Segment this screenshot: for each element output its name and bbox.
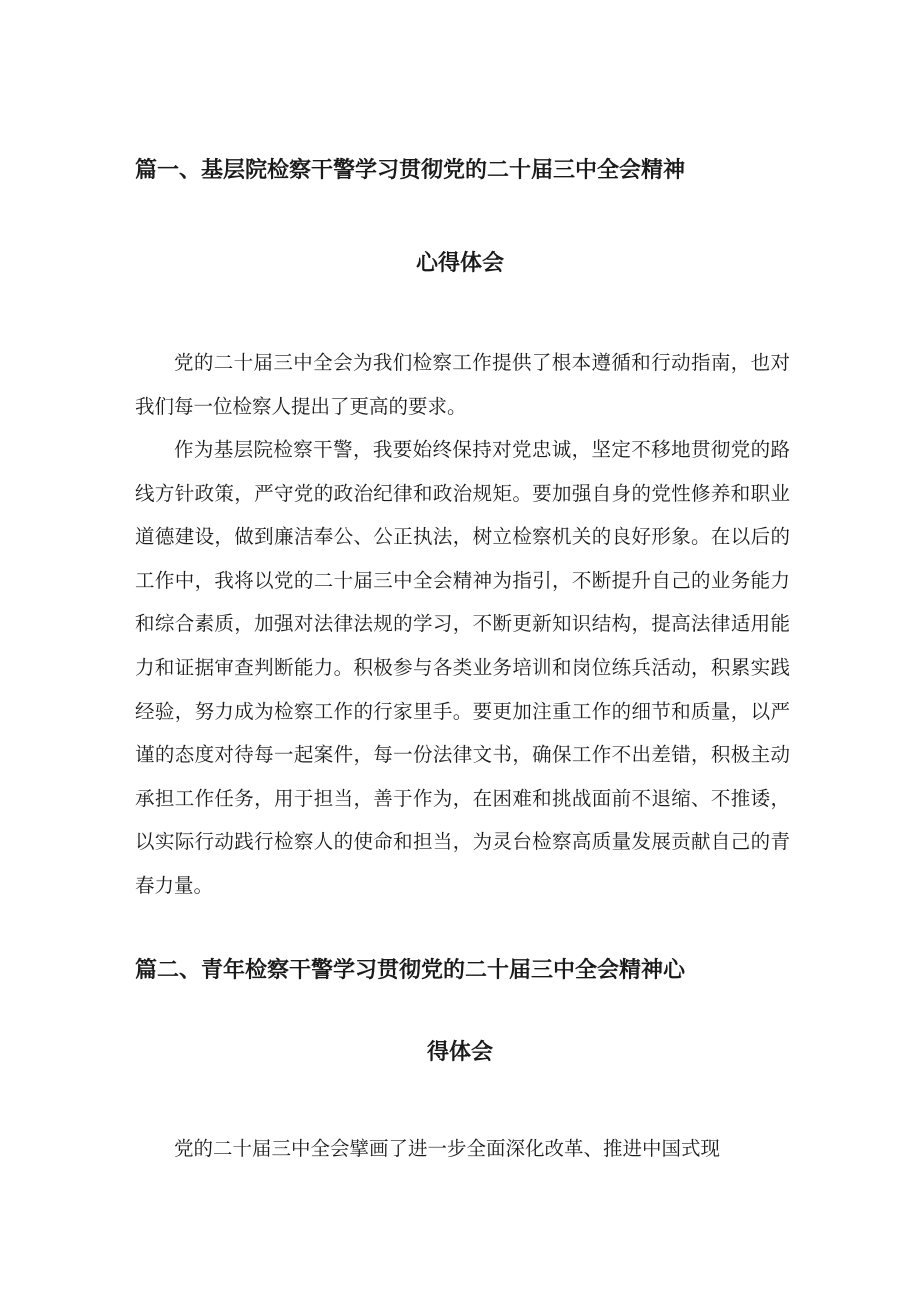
section-1-paragraph-2: 作为基层院检察干警，我要始终保持对党忠诚，坚定不移地贯彻党的路线方针政策，严守党的政治纪律和政治规矩。要加强自身的党性修养和职业道德建设，做到廉洁奉公、公正执法，树立检察机关的良好形象。在以后的工作中，我将以党的二十届三中全会精神为指引，不断提升自己的业务能力和综合素质，加强对法律法规的学习，不断更新知识结构，提高法律适用能力和证据审查判断能力。积极参与各类业务培训和岗位练兵活动，积累实践经验，努力成为检察工作的行家里手。要更加注重工作的细节和质量，以严谨的态度对待每一起案件，每一份法律文书，确保工作不出差错，积极主动承担工作任务，用于担当，善于作为，在困难和挑战面前不退缩、不推诿，以实际行动践行检察人的使命和担当，为灵台检察高质量发展贡献自己的青春力量。: [135, 438, 790, 897]
section-2-paragraph-1: 党的二十届三中全会擘画了进一步全面深化改革、推进中国式现: [174, 1137, 721, 1160]
section-1-title-line-1: 篇一、基层院检察干警学习贯彻党的二十届三中全会精神: [135, 158, 686, 183]
section-1-paragraph-1: 党的二十届三中全会为我们检察工作提供了根本遵循和行动指南，也对我们每一位检察人提出了更高的要求。: [135, 351, 790, 418]
section-1-title-line-2: 心得体会: [415, 251, 504, 276]
section-2-title-line-1: 篇二、青年检察干警学习贯彻党的二十届三中全会精神心: [135, 958, 686, 983]
section-2-title-line-2: 得体会: [426, 1040, 493, 1065]
